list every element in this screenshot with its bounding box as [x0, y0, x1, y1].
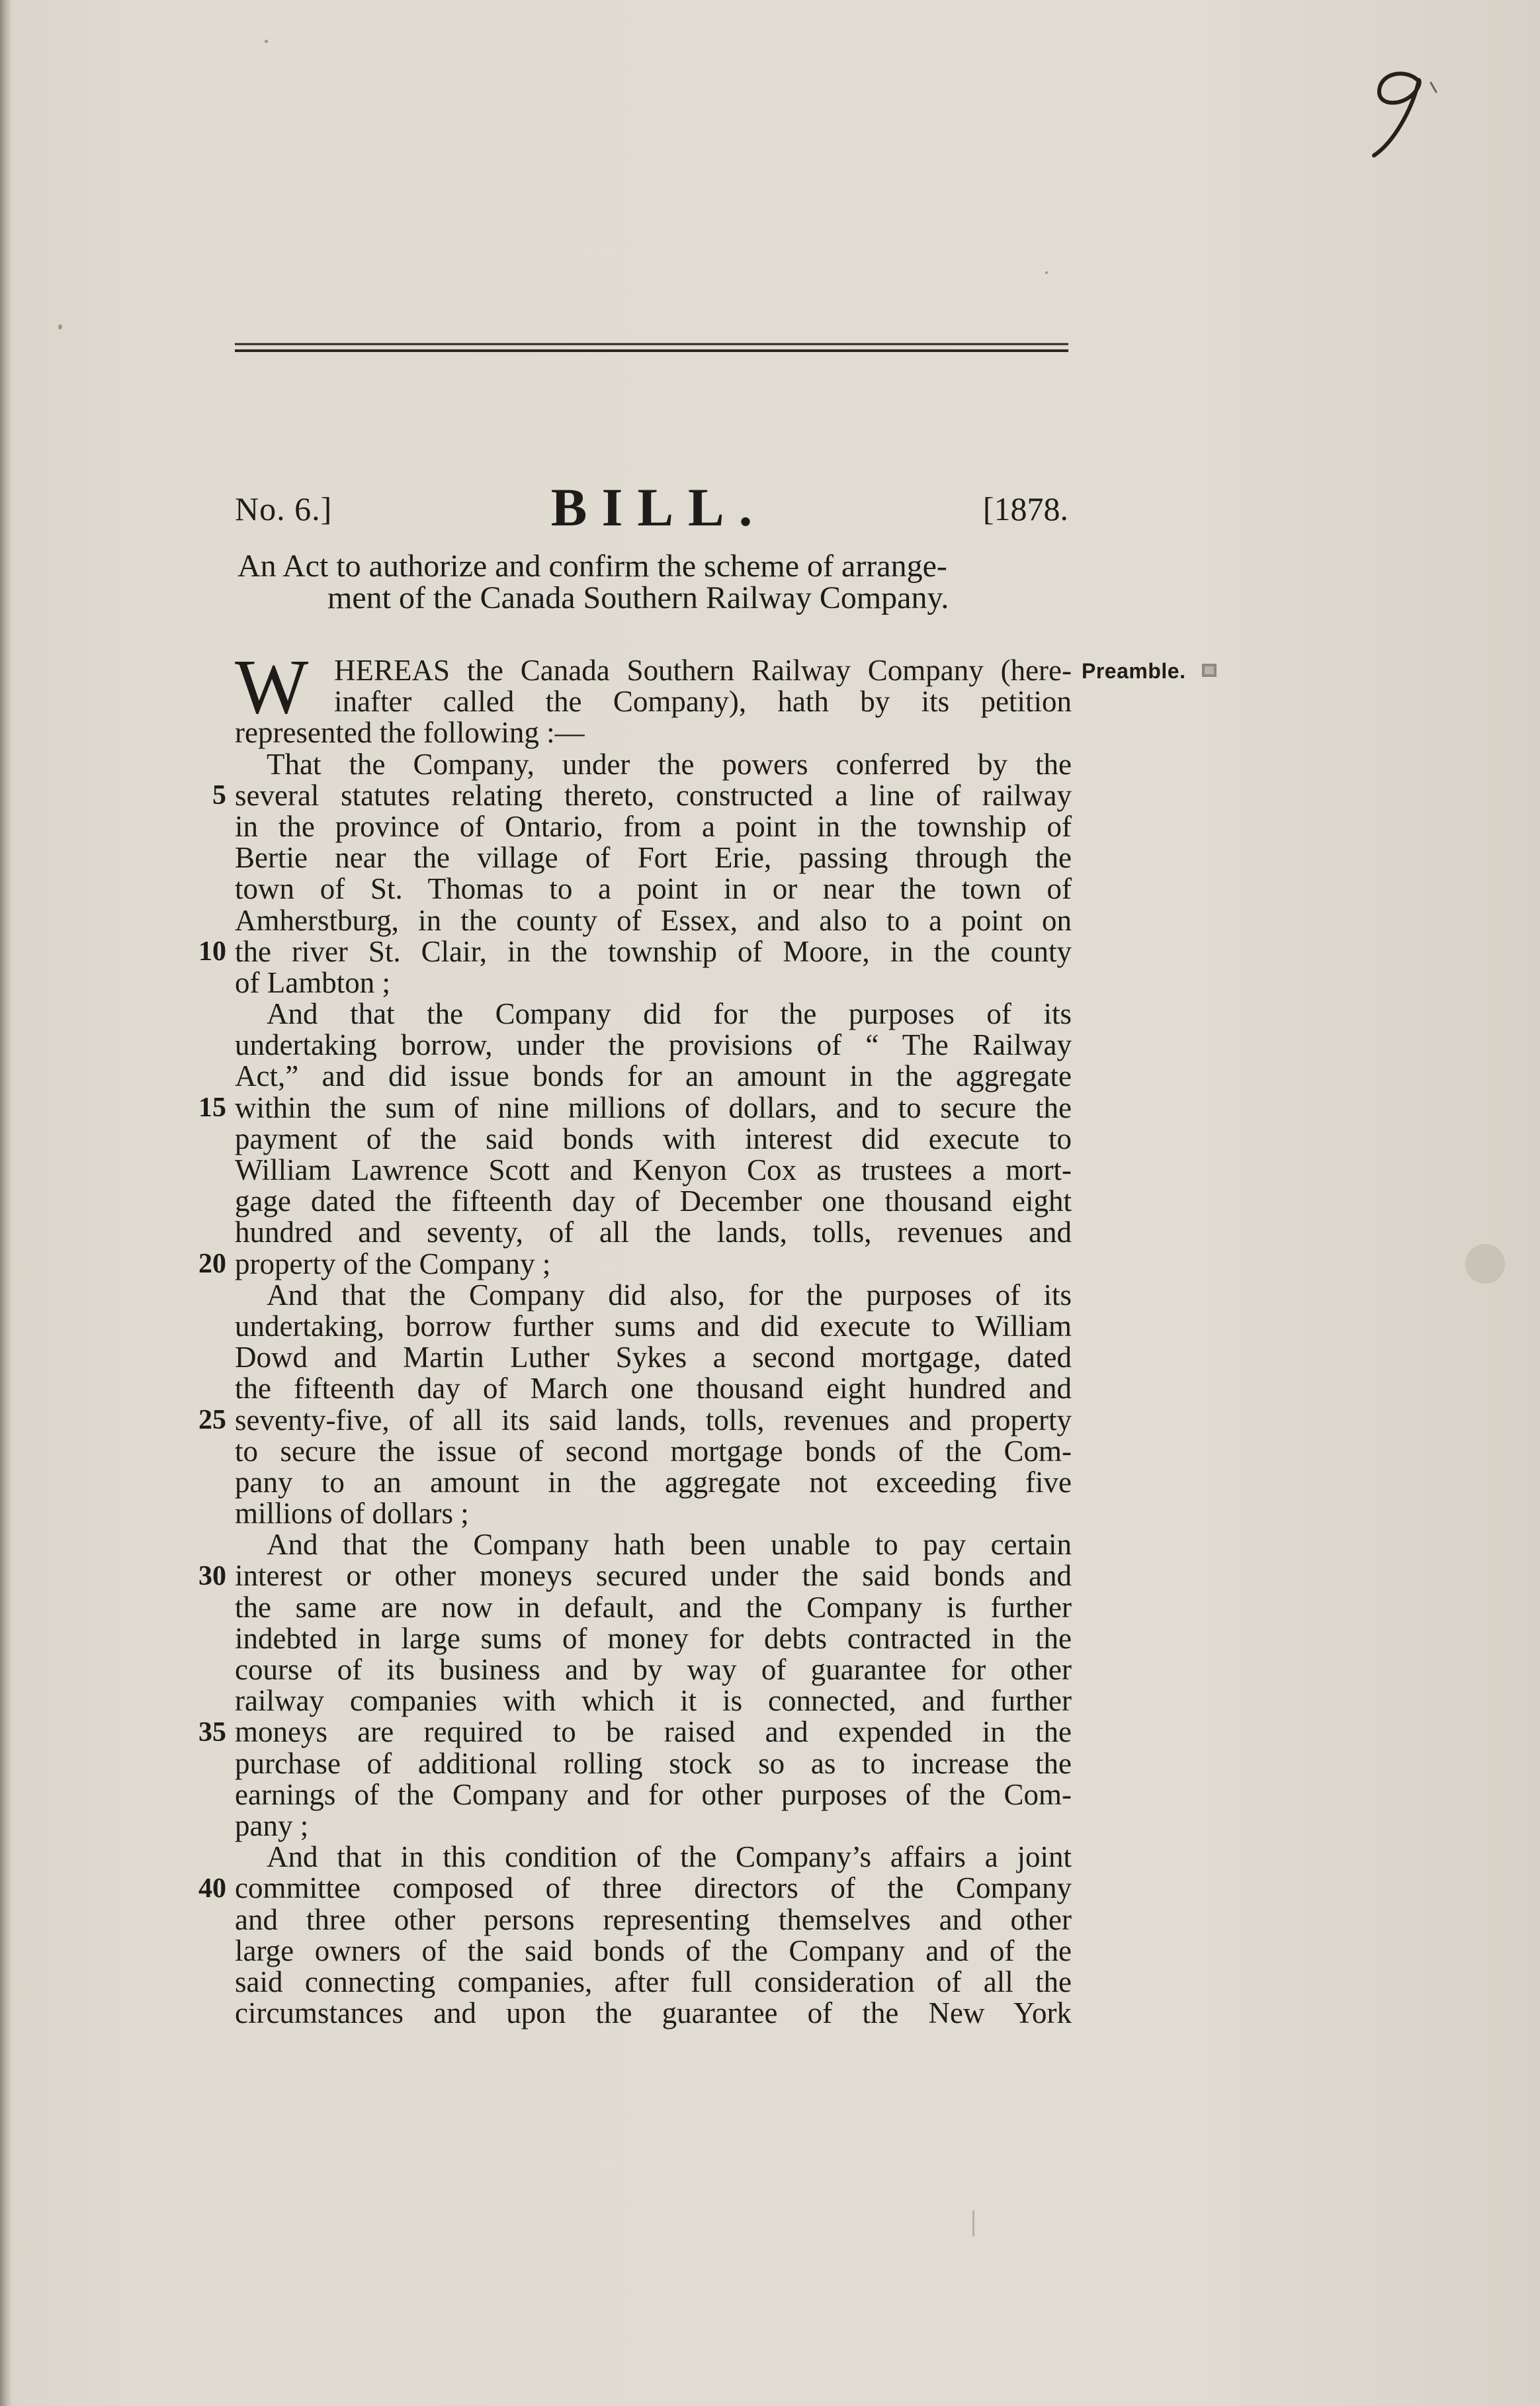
text-line: Act,” and did issue bonds for an amount in the aggregate: [235, 1059, 1072, 1093]
text-line: the same are now in default, and the Company is further: [235, 1590, 1072, 1624]
text-line: Bertie near the village of Fort Erie, passing through the: [235, 841, 1072, 875]
line-number: 35: [198, 1716, 226, 1748]
bill-number: No. 6.]: [235, 490, 333, 527]
text-line: HEREAS the Canada Southern Railway Company (here-: [334, 654, 1072, 687]
text-line: and three other persons representing themselves and other: [235, 1902, 1072, 1936]
text-line: indebted in large sums of money for debts contracted in the: [235, 1621, 1072, 1655]
line-number: 30: [198, 1560, 226, 1591]
bill-body-text: [235, 643, 1072, 2030]
text-line: said connecting companies, after full consideration of all the: [235, 1965, 1072, 1998]
text-line: inafter called the Company), hath by its petition: [334, 685, 1072, 719]
text-line: the river St. Clair, in the township of Moore, in the county: [235, 934, 1072, 968]
paper-stain: [1465, 1244, 1505, 1284]
line-number: 15: [198, 1092, 226, 1123]
double-rule: [235, 341, 1068, 355]
text-line: seventy-five, of all its said lands, tolls, revenues and property: [235, 1403, 1072, 1437]
text-line: circumstances and upon the guarantee of the New York: [235, 1996, 1072, 2030]
paper-speck: [265, 40, 268, 43]
text-line: And that in this condition of the Company’s affairs a joint: [267, 1840, 1072, 1874]
text-line: represented the following :—: [235, 716, 585, 750]
text-line: committee composed of three directors of the Company: [235, 1871, 1072, 1905]
ink-blot-mark: [1201, 662, 1218, 679]
text-line: That the Company, under the powers conferred by the: [267, 747, 1072, 781]
text-line: And that the Company hath been unable to pay certain: [267, 1528, 1072, 1562]
text-line: of Lambton ;: [235, 965, 390, 999]
text-line: Amherstburg, in the county of Essex, and also to a point on: [235, 903, 1072, 937]
text-line: Dowd and Martin Luther Sykes a second mortgage, dated: [235, 1341, 1072, 1374]
drop-cap: W: [235, 643, 309, 730]
line-number: 25: [198, 1404, 226, 1435]
text-line: property of the Company ;: [235, 1247, 551, 1280]
text-line: several statutes relating thereto, constructed a line of railway: [235, 778, 1072, 812]
text-line: course of its business and by way of guarantee for other: [235, 1653, 1072, 1686]
text-line: millions of dollars ;: [235, 1497, 469, 1531]
text-line: moneys are required to be raised and expended in the: [235, 1715, 1072, 1749]
preamble-sidenote: Preamble.: [1082, 659, 1186, 683]
text-line: hundred and seventy, of all the lands, tolls, revenues and: [235, 1216, 1072, 1249]
act-subtitle: [235, 551, 1068, 614]
text-line: William Lawrence Scott and Kenyon Cox as trustees a mort-: [235, 1153, 1072, 1186]
text-line: purchase of additional rolling stock so as to increase the: [235, 1746, 1072, 1780]
subtitle-line-1: An Act to authorize and confirm the scheme of arrange-: [237, 549, 947, 584]
binding-edge: [0, 0, 11, 2406]
line-number: 5: [212, 780, 226, 811]
line-number: 10: [198, 936, 226, 967]
line-number: 20: [198, 1248, 226, 1279]
paper-speck: [1045, 271, 1048, 274]
text-line: town of St. Thomas to a point in or near the town of: [235, 872, 1072, 906]
paper-speck: [972, 2210, 974, 2237]
bill-title: BILL.: [550, 477, 767, 537]
text-line: earnings of the Company and for other purposes of the Com-: [235, 1777, 1072, 1811]
text-line: payment of the said bonds with interest did execute to: [235, 1122, 1072, 1155]
paper-speck: [58, 324, 62, 330]
text-line: gage dated the fifteenth day of December one thousand eight: [235, 1184, 1072, 1218]
text-line: large owners of the said bonds of the Company and of the: [235, 1934, 1072, 1967]
line-number: 40: [198, 1873, 226, 1904]
text-line: pany to an amount in the aggregate not exceeding five: [235, 1465, 1072, 1499]
text-line: And that the Company did for the purposes of its: [267, 997, 1072, 1031]
text-line: And that the Company did also, for the purposes of its: [267, 1278, 1072, 1312]
text-line: undertaking, borrow further sums and did execute to William: [235, 1309, 1072, 1343]
text-line: railway companies with which it is connected, and further: [235, 1684, 1072, 1718]
text-line: pany ;: [235, 1808, 309, 1842]
text-line: undertaking borrow, under the provisions of “ The Railway: [235, 1028, 1072, 1062]
text-line: the fifteenth day of March one thousand eight hundred and: [235, 1372, 1072, 1405]
handwritten-folio-number: [1346, 63, 1445, 169]
subtitle-line-2: ment of the Canada Southern Railway Company.: [327, 580, 949, 615]
bill-header: [235, 476, 1068, 539]
text-line: interest or other moneys secured under the said bonds and: [235, 1559, 1072, 1593]
bill-year: [1878.: [982, 490, 1068, 527]
text-line: in the province of Ontario, from a point in the township of: [235, 809, 1072, 843]
text-line: within the sum of nine millions of dollars, and to secure the: [235, 1091, 1072, 1124]
text-line: to secure the issue of second mortgage bonds of the Com-: [235, 1434, 1072, 1468]
